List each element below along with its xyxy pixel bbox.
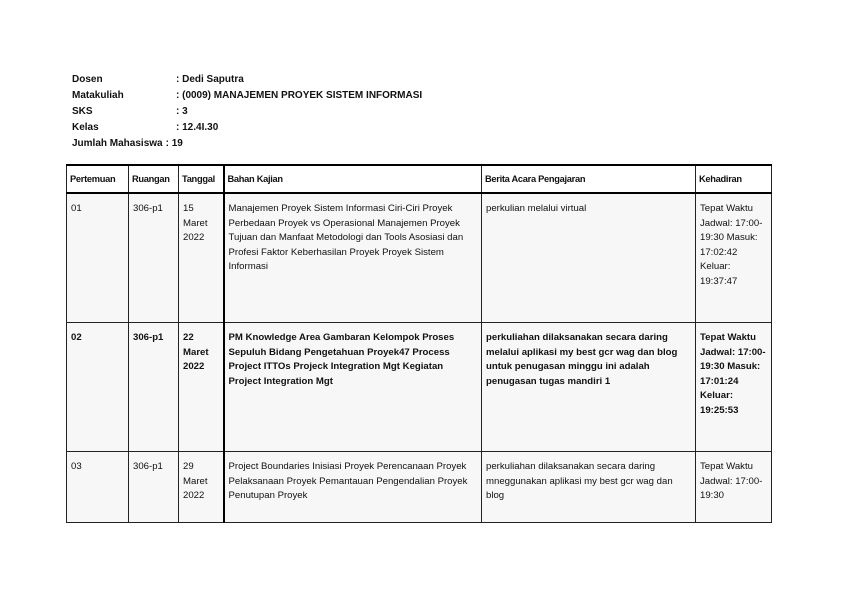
cell-pertemuan: 03 — [67, 452, 129, 523]
cell-tanggal: 15 Maret 2022 — [179, 193, 224, 323]
cell-ruangan: 306-p1 — [129, 452, 179, 523]
info-label: Dosen — [72, 74, 103, 85]
cell-kehadiran: Tepat Waktu Jadwal: 17:00-19:30 — [696, 452, 772, 523]
info-label: SKS — [72, 106, 93, 117]
table-row — [67, 323, 772, 452]
cell-bahan-kajian: Project Boundaries Inisiasi Proyek Perencanaan Proyek Pelaksanaan Proyek Pemantauan Pengendalian Proyek Penutupan Proyek — [224, 452, 482, 523]
table-row — [67, 193, 772, 323]
lecture-log-table — [66, 164, 772, 523]
info-label: Matakuliah — [72, 90, 124, 101]
header-kehadiran: Kehadiran — [696, 165, 772, 193]
info-row-jumlah — [72, 136, 422, 152]
info-label: Jumlah Mahasiswa — [72, 138, 163, 149]
header-berita-acara: Berita Acara Pengajaran — [482, 165, 696, 193]
cell-pertemuan: 01 — [67, 193, 129, 323]
table-header-row — [67, 165, 772, 193]
cell-berita-acara: perkulian melalui virtual — [482, 193, 696, 323]
info-value: : 12.4I.30 — [176, 122, 219, 133]
course-info — [72, 72, 422, 152]
cell-kehadiran: Tepat Waktu Jadwal: 17:00-19:30 Masuk: 17:02:42 Keluar: 19:37:47 — [696, 193, 772, 323]
info-label: Kelas — [72, 122, 99, 133]
info-row-sks — [72, 104, 422, 120]
info-value: : Dedi Saputra — [176, 74, 244, 85]
cell-tanggal: 29 Maret 2022 — [179, 452, 224, 523]
info-value: : (0009) MANAJEMEN PROYEK SISTEM INFORMASI — [176, 90, 423, 101]
info-value: : 3 — [176, 106, 188, 117]
header-ruangan: Ruangan — [129, 165, 179, 193]
cell-tanggal: 22 Maret 2022 — [179, 323, 224, 452]
cell-bahan-kajian: Manajemen Proyek Sistem Informasi Ciri-Ciri Proyek Perbedaan Proyek vs Operasional Manajemen Proyek Tujuan dan Manfaat Metodologi dan Tools Asosiasi dan Profesi Faktor Keberhasilan Proyek Proyek Sistem Informasi — [224, 193, 482, 323]
table-row — [67, 452, 772, 523]
header-pertemuan: Pertemuan — [67, 165, 129, 193]
cell-kehadiran: Tepat Waktu Jadwal: 17:00-19:30 Masuk: 17:01:24 Keluar: 19:25:53 — [696, 323, 772, 452]
info-row-kelas — [72, 120, 422, 136]
cell-ruangan: 306-p1 — [129, 193, 179, 323]
header-tanggal: Tanggal — [179, 165, 224, 193]
header-bahan-kajian: Bahan Kajian — [224, 165, 482, 193]
cell-ruangan: 306-p1 — [129, 323, 179, 452]
cell-berita-acara: perkuliahan dilaksanakan secara daring mneggunakan aplikasi my best gcr wag dan blog — [482, 452, 696, 523]
info-row-dosen — [72, 72, 422, 88]
cell-bahan-kajian: PM Knowledge Area Gambaran Kelompok Proses Sepuluh Bidang Pengetahuan Proyek47 Process Project ITTOs Projeck Integration Mgt Kegiatan Project Integration Mgt — [224, 323, 482, 452]
info-value: : 19 — [165, 138, 183, 149]
cell-berita-acara: perkuliahan dilaksanakan secara daring melalui aplikasi my best gcr wag dan blog untuk penugasan minggu ini adalah penugasan tugas mandiri 1 — [482, 323, 696, 452]
info-row-matakuliah — [72, 88, 422, 104]
cell-pertemuan: 02 — [67, 323, 129, 452]
